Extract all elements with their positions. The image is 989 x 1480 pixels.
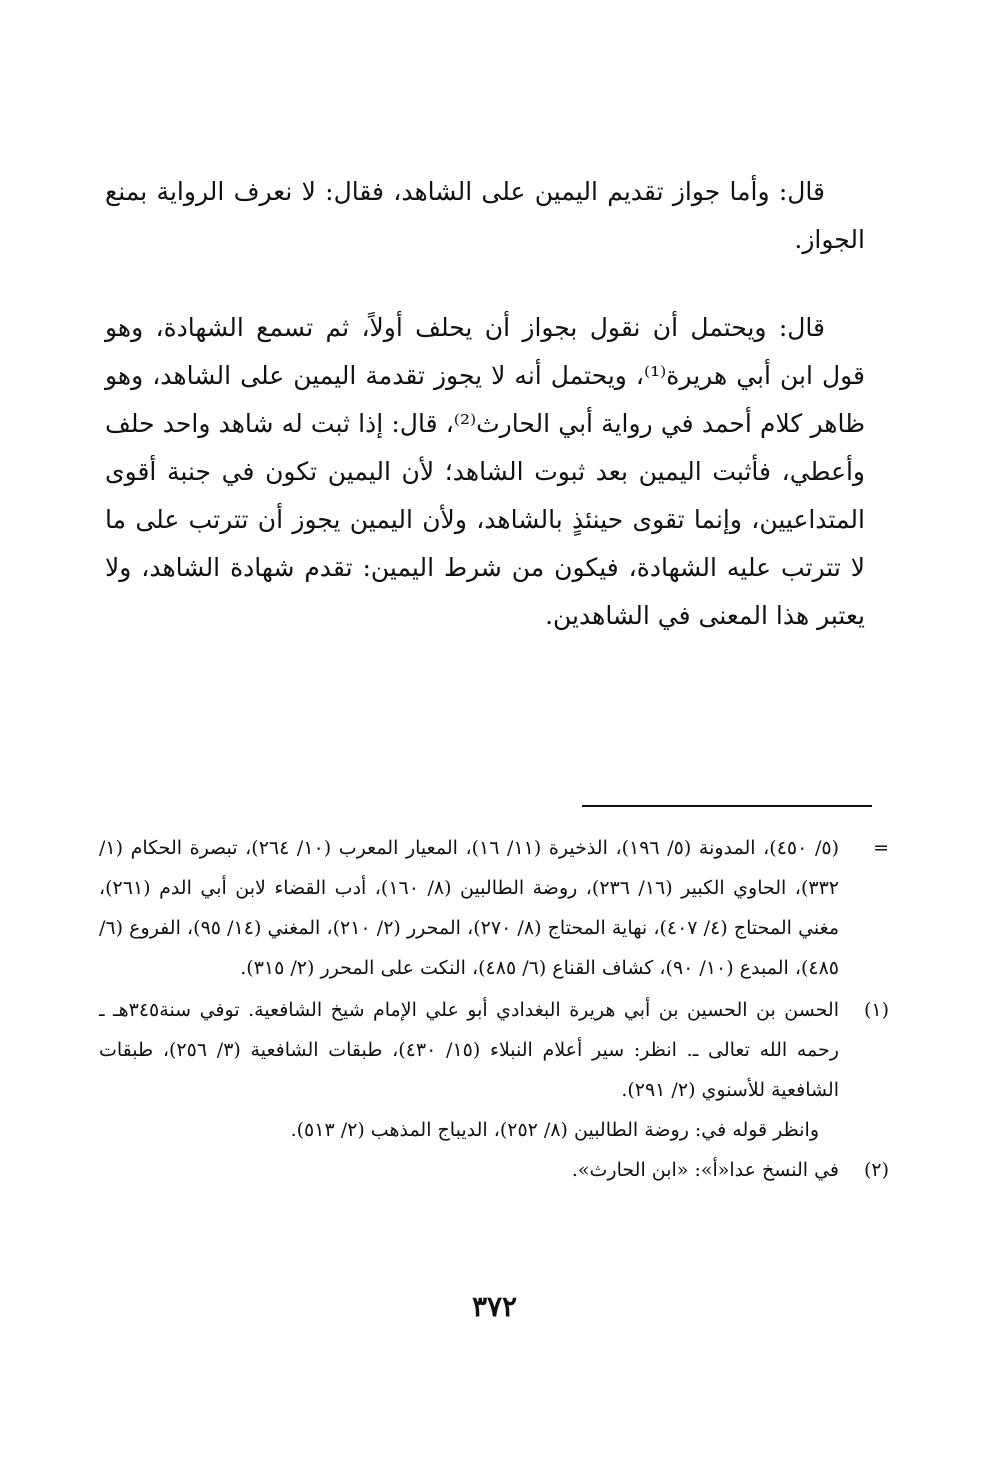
page-number: ٣٧٢	[471, 1290, 518, 1323]
footnote-item	[99, 1150, 889, 1190]
body-paragraph	[105, 304, 865, 640]
footnote-text: (٥/ ٤٥٠)، المدونة (٥/ ١٩٦)، الذخيرة (١١/ ١٦)، المعيار المعرب (١٠/ ٢٦٤)، تبصرة الحكام (١/ ٣٣٢)، الحاوي الكبير (١٦/ ٢٣٦)، روضة الطالبين (٨/ ١٦٠)، أدب القضاء لابن أبي الدم (٢٦١)، مغني المحتاج (٤/ ٤٠٧)، نهاية المحتاج (٨/ ٢٧٠)، المحرر (٢/ ٢١٠)، المغني (١٤/ ٩٥)، الفروع (٦/ ٤٨٥)، المبدع (١٠/ ٩٠)، كشاف القناع (٦/ ٤٨٥)، النكت على المحرر (٢/ ٣١٥).	[99, 837, 840, 979]
paragraph-text: قال: وأما جواز تقديم اليمين على الشاهد، فقال: لا نعرف الرواية بمنع الجواز.	[105, 177, 865, 254]
footnote-separator	[582, 805, 872, 807]
paragraph-text: قال: ويحتمل أن نقول بجواز أن يحلف أولاً، ثم تسمع الشهادة، وهو قول ابن أبي هريرة⁽¹⁾، ويحتمل أنه لا يجوز تقدمة اليمين على الشاهد، وهو ظاهر كلام أحمد في رواية أبي الحارث⁽²⁾، قال: إذا ثبت له شاهد واحد حلف وأعطي، فأثبت اليمين بعد ثبوت الشاهد؛ لأن اليمين تكون في جنبة أقوى المتداعيين، وإنما تقوى حينئذٍ بالشاهد، ولأن اليمين يجوز أن تترتب على ما لا تترتب عليه الشهادة، فيكون من شرط اليمين: تقدم شهادة الشاهد، ولا يعتبر هذا المعنى في الشاهدين.	[105, 313, 865, 630]
footnotes	[99, 828, 889, 1190]
body-paragraph	[105, 168, 865, 264]
footnote-item	[99, 990, 889, 1110]
footnote-item	[99, 828, 889, 988]
footnote-text: في النسخ عدا«أ»: «ابن الحارث».	[571, 1159, 839, 1181]
footnote-text: الحسن بن الحسين بن أبي هريرة البغدادي أبو علي الإمام شيخ الشافعية. توفي سنة٣٤٥هـ ـ رحمه الله تعالى ـ. انظر: سير أعلام النبلاء (١٥/ ٤٣٠)، طبقات الشافعية (٣/ ٢٥٦)، طبقات الشافعية للأسنوي (٢/ ٢٩١).	[99, 999, 839, 1101]
footnote-marker: (٢)	[863, 1159, 889, 1181]
footnote-continuation: وانظر قوله في: روضة الطالبين (٨/ ٢٥٢)، الديباج المذهب (٢/ ٥١٣).	[290, 1119, 819, 1141]
footnote-marker: (١)	[863, 999, 889, 1021]
footnote-marker: =	[873, 837, 889, 859]
